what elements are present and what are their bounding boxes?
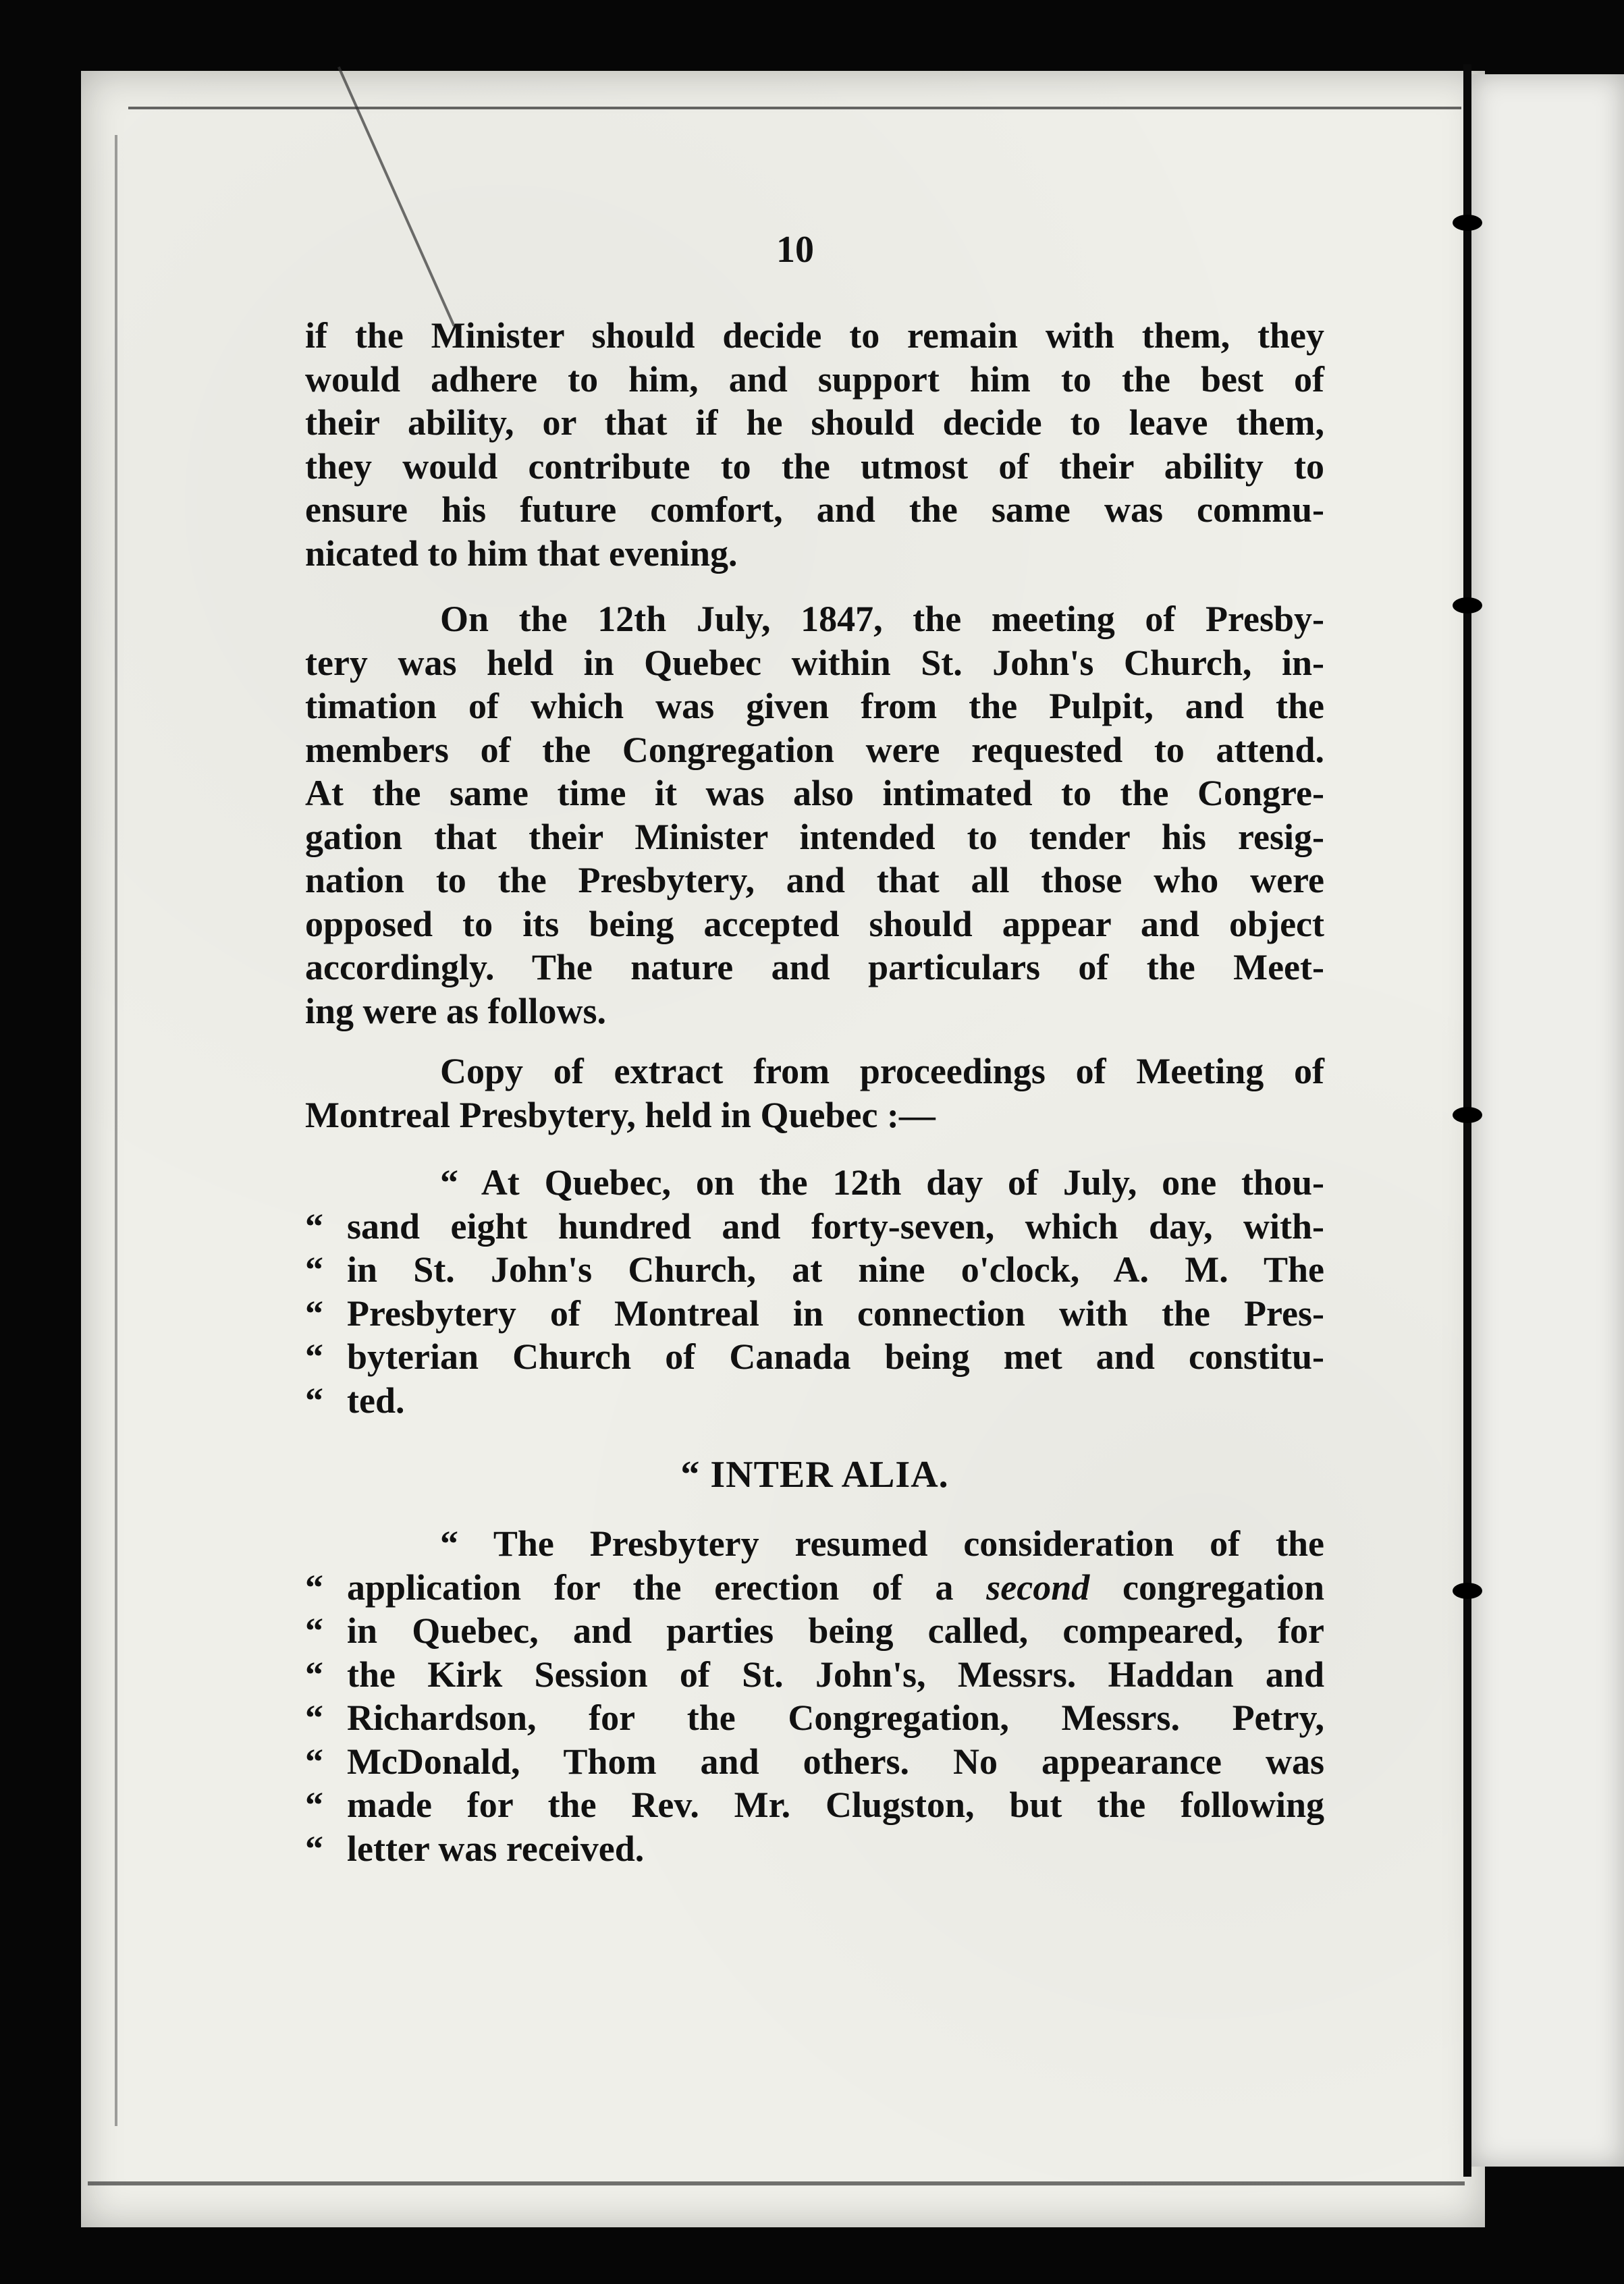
quote-block-1: [305, 1161, 1324, 1422]
text-line: Copy of extract from proceedings of Meeting of: [440, 1051, 1324, 1091]
quote-text: in St. John's Church, at nine o'clock, A. M. The: [347, 1249, 1324, 1290]
text-line: opposed to its being accepted should appear and object: [305, 903, 1324, 944]
quote-text: in Quebec, and parties being called, compeared, for: [347, 1610, 1324, 1651]
text-line: timation of which was given from the Pulpit, and the: [305, 686, 1324, 726]
quote-text: congregation: [1089, 1567, 1324, 1608]
quote-mark: “: [305, 1567, 323, 1608]
section-heading: “ INTER ALIA.: [680, 1454, 949, 1496]
quote-text: At Quebec, on the 12th day of July, one thou-: [481, 1162, 1324, 1203]
quote-line: [305, 1783, 1324, 1827]
top-rule: [128, 107, 1461, 109]
binding-stitch: [1453, 1107, 1482, 1123]
quote-line: [305, 1696, 1324, 1740]
quote-text: McDonald, Thom and others. No appearance was: [347, 1741, 1324, 1782]
quote-line: [305, 1292, 1324, 1336]
binding-stitch: [1453, 1583, 1482, 1599]
quote-mark: “: [305, 1380, 323, 1421]
quote-block-2: [305, 1522, 1324, 1870]
quote-line: [305, 1379, 1324, 1423]
quote-line: [305, 1566, 1324, 1610]
quote-mark: “: [305, 1205, 323, 1247]
bottom-rule: [88, 2181, 1465, 2185]
quote-text: Richardson, for the Congregation, Messrs. Petry,: [347, 1697, 1324, 1738]
quote-text: application for the erection of a: [347, 1567, 987, 1608]
text-line: their ability, or that if he should decide to leave them,: [305, 402, 1324, 443]
quote-line: [305, 1335, 1324, 1379]
quote-text: ted.: [347, 1380, 405, 1421]
margin-line: [115, 135, 117, 2126]
quote-line: [305, 1827, 1324, 1871]
quote-line: [305, 1205, 1324, 1249]
quote-mark: “: [440, 1523, 458, 1564]
page-number: 10: [776, 229, 814, 271]
quote-mark: “: [305, 1336, 323, 1377]
text-line: members of the Congregation were requested to attend.: [305, 729, 1324, 770]
text-line: tery was held in Quebec within St. John's Church, in-: [305, 642, 1324, 683]
quote-mark: “: [305, 1741, 323, 1782]
paragraph-3: [305, 1050, 1324, 1137]
quote-text: byterian Church of Canada being met and constitu-: [347, 1336, 1324, 1377]
text-line: accordingly. The nature and particulars of the Meet-: [305, 947, 1324, 987]
text-line: they would contribute to the utmost of their ability to: [305, 445, 1324, 487]
text-line: gation that their Minister intended to tender his resig-: [305, 816, 1324, 857]
quote-mark: “: [305, 1697, 323, 1738]
quote-mark: “: [440, 1162, 458, 1203]
facing-page-edge: [1471, 74, 1624, 2167]
binding-stitch: [1453, 597, 1482, 614]
text-line: At the same time it was also intimated to the Congre-: [305, 773, 1324, 813]
paragraph-1: [305, 314, 1324, 575]
text-line: would adhere to him, and support him to the best of: [305, 358, 1324, 400]
quote-text: Presbytery of Montreal in connection with the Pres-: [347, 1293, 1324, 1334]
quote-text: sand eight hundred and forty-seven, which day, with-: [347, 1205, 1324, 1247]
quote-line: [305, 1522, 1324, 1566]
binding-stitch: [1453, 215, 1482, 231]
quote-mark: “: [305, 1249, 323, 1290]
text-line: ensure his future comfort, and the same was commu-: [305, 489, 1324, 530]
text-line: nicated to him that evening.: [305, 533, 738, 574]
quote-mark: “: [305, 1610, 323, 1651]
quote-mark: “: [305, 1654, 323, 1695]
text-line: if the Minister should decide to remain with them, they: [305, 315, 1324, 356]
quote-text: letter was received.: [347, 1828, 645, 1869]
quote-line: [305, 1653, 1324, 1697]
quote-line: [305, 1740, 1324, 1784]
quote-text: The Presbytery resumed consideration of the: [493, 1523, 1324, 1564]
paragraph-2: [305, 597, 1324, 1033]
quote-text: the Kirk Session of St. John's, Messrs. Haddan and: [347, 1654, 1324, 1695]
quote-mark: “: [305, 1785, 323, 1825]
text-line: On the 12th July, 1847, the meeting of Presby-: [440, 599, 1324, 639]
text-line: nation to the Presbytery, and that all those who were: [305, 860, 1324, 900]
quote-mark: “: [305, 1293, 323, 1334]
quote-line: [305, 1161, 1324, 1205]
quote-line: [305, 1248, 1324, 1292]
quote-line: [305, 1609, 1324, 1653]
quote-mark: “: [305, 1828, 323, 1869]
text-line: ing were as follows.: [305, 990, 606, 1031]
emphasis-text: second: [986, 1567, 1090, 1608]
quote-text: made for the Rev. Mr. Clugston, but the following: [347, 1785, 1324, 1825]
text-line: Montreal Presbytery, held in Quebec :—: [305, 1094, 936, 1135]
